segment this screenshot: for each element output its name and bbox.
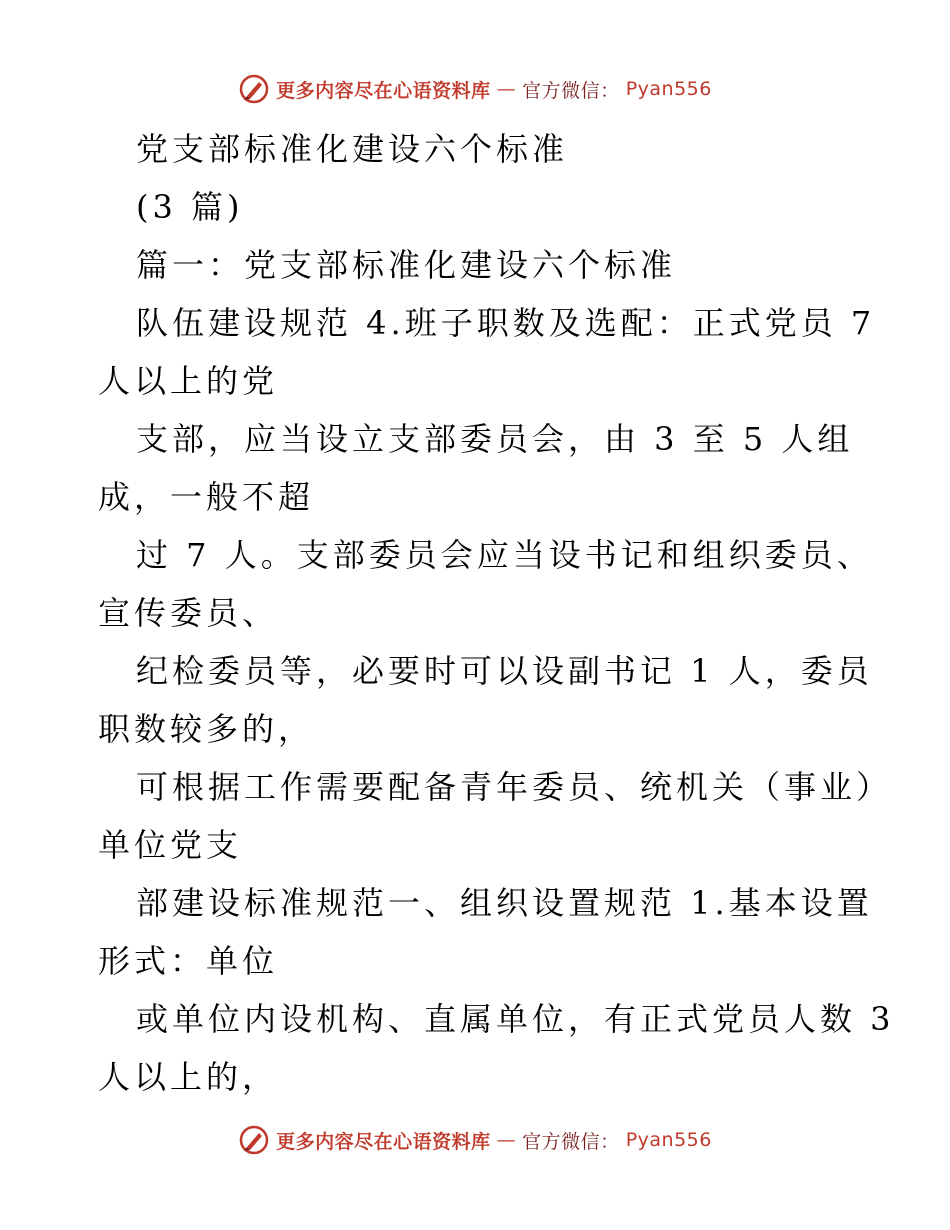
document-title: 党支部标准化建设六个标准: [136, 130, 569, 168]
watermark-separator: —: [496, 78, 517, 100]
watermark-label: 官方微信：: [522, 1130, 620, 1153]
paragraph-line: 宣传委员、: [98, 594, 279, 632]
pen-circle-icon: [238, 1124, 270, 1156]
paragraph-line: 单位党支: [98, 826, 243, 864]
watermark-separator: —: [496, 1129, 517, 1151]
paragraph-line: 支部，应当设立支部委员会，由 3 至 5 人组: [136, 420, 854, 458]
watermark-wechat-id: Pyan556: [625, 78, 712, 100]
watermark-wechat-id: Pyan556: [625, 1129, 712, 1151]
paragraph-line: 队伍建设规范 4.班子职数及选配：正式党员 7: [136, 304, 876, 342]
watermark-label: 官方微信：: [522, 79, 620, 102]
paragraph-line: 纪检委员等，必要时可以设副书记 1 人，委员: [136, 652, 873, 690]
paragraph-line: 人以上的，: [98, 1058, 279, 1096]
paragraph-line: 人以上的党: [98, 362, 279, 400]
watermark-site-text: 更多内容尽在心语资料库: [276, 79, 491, 102]
paragraph-line: 职数较多的，: [98, 710, 315, 748]
paragraph-line: 过 7 人。支部委员会应当设书记和组织委员、: [136, 536, 873, 574]
paragraph-line: 可根据工作需要配备青年委员、统机关（事业）: [136, 768, 893, 806]
paragraph-line: 或单位内设机构、直属单位，有正式党员人数 3: [136, 1000, 895, 1038]
paragraph-line: 形式：单位: [98, 942, 279, 980]
watermark-header: [0, 71, 950, 107]
document-subtitle: (3 篇): [136, 188, 244, 226]
watermark-footer: [0, 1122, 950, 1158]
paragraph-line: 部建设标准规范一、组织设置规范 1.基本设置: [136, 884, 873, 922]
pen-circle-icon: [238, 73, 270, 105]
section-heading: 篇一：党支部标准化建设六个标准: [136, 246, 677, 284]
watermark-site-text: 更多内容尽在心语资料库: [276, 1130, 491, 1153]
paragraph-line: 成，一般不超: [98, 478, 315, 516]
